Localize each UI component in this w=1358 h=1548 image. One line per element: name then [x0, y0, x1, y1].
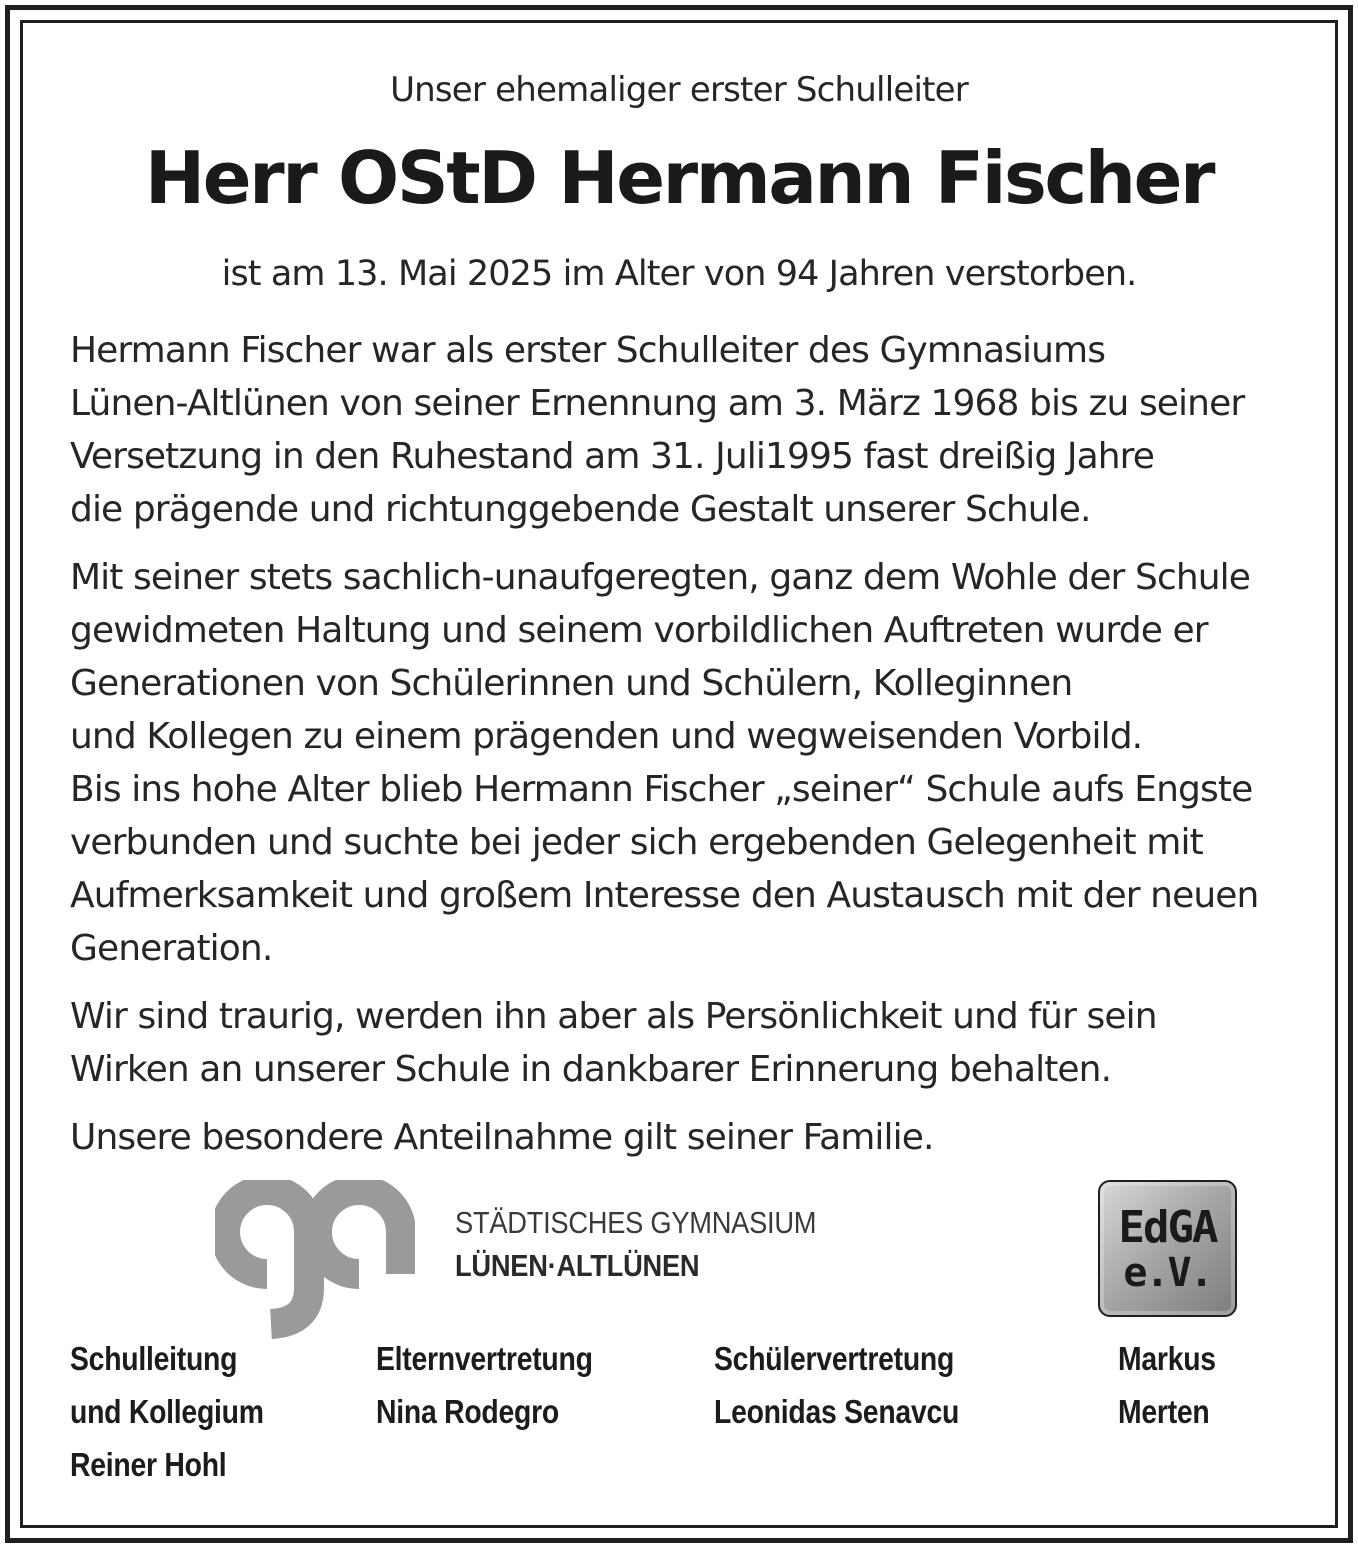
signature-line: Nina Rodegro [376, 1393, 559, 1430]
signature-line: Leonidas Senavcu [714, 1393, 960, 1430]
school-logo-mark [215, 1180, 415, 1340]
body-line: Wir sind traurig, werden ihn aber als Persönlichkeit und für sein [70, 996, 1157, 1037]
body-line: verbunden und suchte bei jeder sich ergebenden Gelegenheit mit [70, 822, 1203, 863]
body-line: die prägende und richtunggebende Gestalt unserer Schule. [70, 489, 1091, 530]
edga-logo-line1: EdGA [1118, 1202, 1217, 1253]
signature-edga [1118, 1332, 1216, 1438]
school-logo-line1: STÄDTISCHES GYMNASIUM [455, 1205, 817, 1240]
body-line: gewidmeten Haltung und seinem vorbildlichen Auftreten wurde er [70, 610, 1208, 651]
body-line: Bis ins hohe Alter blieb Hermann Fischer „seiner“ Schule aufs Engste [70, 769, 1253, 810]
signature-line: Reiner Hohl [70, 1446, 227, 1483]
signature-line: Schülervertretung [714, 1340, 955, 1377]
deceased-name: Herr OStD Hermann Fischer [144, 136, 1214, 220]
body-line: Generationen von Schülerinnen und Schülern, Kolleginnen [70, 663, 1073, 704]
body-line: Wirken an unserer Schule in dankbarer Erinnerung behalten. [70, 1049, 1112, 1090]
signature-line: Markus [1118, 1340, 1216, 1377]
body-line: und Kollegen zu einem prägenden und wegweisenden Vorbild. [70, 716, 1143, 757]
body-line: Lünen-Altlünen von seiner Ernennung am 3. März 1968 bis zu seiner [70, 383, 1245, 424]
signature-line: Merten [1118, 1393, 1210, 1430]
signature-line: Schulleitung [70, 1340, 238, 1377]
body-line: Aufmerksamkeit und großem Interesse den Austausch mit der neuen [70, 875, 1259, 916]
signature-line: Elternvertretung [376, 1340, 593, 1377]
death-notice-line: ist am 13. Mai 2025 im Alter von 94 Jahren verstorben. [221, 254, 1137, 294]
body-line: Versetzung in den Ruhestand am 31. Juli1995 fast dreißig Jahre [70, 436, 1155, 477]
signature-line: und Kollegium [70, 1393, 264, 1430]
signature-parents [376, 1332, 593, 1438]
body-line: Generation. [70, 928, 273, 969]
signature-students [714, 1332, 959, 1438]
edga-logo-line2: e.V. [1123, 1250, 1212, 1296]
edga-logo [1098, 1180, 1237, 1317]
school-logo [215, 1180, 815, 1340]
body-line: Unsere besondere Anteilnahme gilt seiner Familie. [70, 1117, 934, 1158]
signature-school-staff [70, 1332, 264, 1491]
kicker-text: Unser ehemaliger erster Schulleiter [390, 70, 968, 110]
body-line: Mit seiner stets sachlich-unaufgeregten, ganz dem Wohle der Schule [70, 557, 1251, 598]
school-logo-line2: LÜNEN·ALTLÜNEN [455, 1248, 700, 1283]
body-line: Hermann Fischer war als erster Schulleiter des Gymnasiums [70, 330, 1106, 371]
